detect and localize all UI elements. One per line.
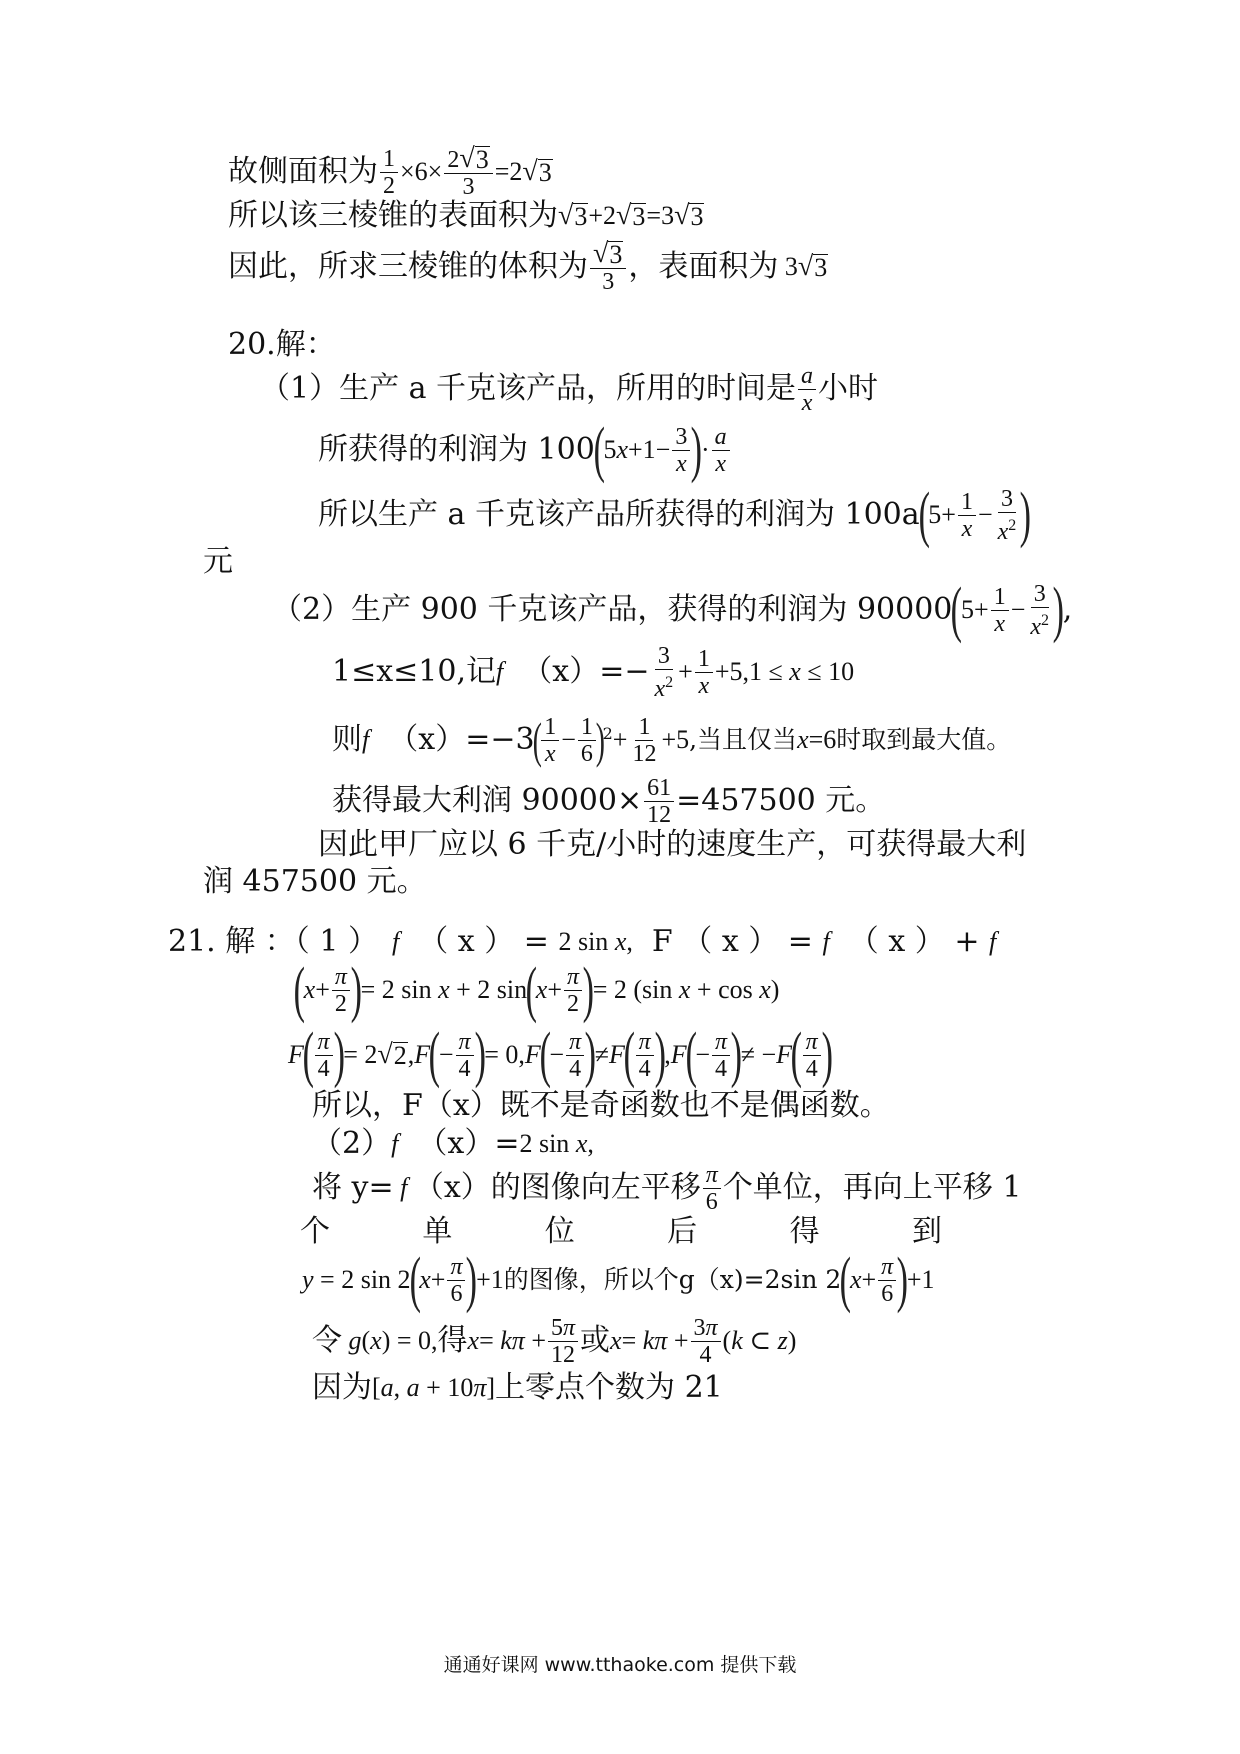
line-21-so: 所以，F（x）既不是奇函数也不是偶函数。 — [312, 1088, 890, 1123]
heading-20: 20.解： — [228, 327, 336, 362]
fraction: $\frac{1}{2}$ — [380, 146, 398, 199]
line-20-final-b: 润 457500 元。 — [203, 864, 427, 899]
line-surface-area: 所以该三棱锥的表面积为 √ 3 +2 √ 3 =3 √ 3 — [228, 198, 704, 233]
fraction: 2 √ 3 3 — [444, 145, 492, 200]
sqrt: √ 3 — [522, 156, 552, 187]
line-20-final-a: 因此甲厂应以 6 千克/小时的速度生产，可获得最大利 — [318, 827, 1027, 862]
line-lateral-area: 故侧面积为 $\frac{1}{2}$ ×6× 2 √ 3 3 =2 √ 3 — [228, 142, 552, 200]
line-20-yuan: 元 — [203, 544, 233, 579]
line-21-graph: y = 2 sin 2 ( x + $\frac{\pi}{6}$ ) +1 的图像，所以个g（x)=2sin 2 ( x + $\frac{\pi}{6}$ ) +1 — [302, 1246, 935, 1314]
line-20-domain: 1≤x≤10,记 f （x）=− $\frac{3}{x^2}$ + $\frac{1}{x}$ +5,1 ≤ x ≤ 10 — [332, 642, 855, 702]
line-20-q2: （2）生产 900 千克该产品，获得的利润为 90000 ( 5+ $\frac{1}{x}$ − $\frac{3}{x^2}$ ) , — [272, 576, 1073, 644]
line-21-q2: （2） f （x）= 2 sin x, — [312, 1126, 594, 1161]
line-20-max-profit: 获得最大利润 90000× $\frac{61}{12}$ =457500 元。 — [332, 774, 886, 828]
line-21-zeros: 令 g (x) = 0, 得 x = kπ + $\frac{5\pi}{12}$ 或 x = kπ + $\frac{3\pi}{4}$ (k ⊂ z) — [312, 1314, 797, 1368]
line-20-profit: 所获得的利润为 100 ( 5 x +1− $\frac{3}{x}$ ) · $\frac{a}{x}$ — [318, 420, 732, 480]
line-conclusion-19: 因此，所求三棱锥的体积为 √ 3 3 ，表面积为 3 √ 3 — [228, 237, 828, 295]
line-21-spread: 个 单 位 后 得 到 — [300, 1214, 942, 1249]
page-footer: 通通好课网 www.tthaoke.com 提供下载 — [443, 1654, 797, 1676]
line-20-q1: （1）生产 a 千克该产品，所用的时间是 $\frac{a}{x}$ 小时 — [260, 362, 879, 416]
line-21-because: 因为 [a, a + 10π] 上零点个数为 21 — [312, 1370, 723, 1405]
line-20-profit-total: 所以生产 a 千克该产品所获得的利润为 100a ( 5+ $\frac{1}{x}$ − $\frac{3}{x^2}$ ) — [318, 481, 1032, 549]
line-21-values: F ( $\frac{\pi}{4}$ ) = 2 √ 2 , F ( − $\frac{\pi}{4}$ ) = 0, F ( − $\frac{\pi}{4}$ ) ≠ F ( $\frac{\pi}{4}$ ) , F ( − $\frac{\pi}{4}$ ) ≠ − F ( $\frac{\pi}{4}$ ) — [288, 1021, 833, 1089]
line-21-heading: 21. 解 ：（ 1 ） f （ x ） = 2 sin x, F （ x ） = f （ x ） + f — [168, 924, 997, 959]
line-21-F: ( x + $\frac{\pi}{2}$ ) = 2 sin x + 2 sin ( x + $\frac{\pi}{2}$ ) = 2 (sin x + cos x) — [293, 956, 780, 1024]
line-20-then: 则 f （x）=−3 ( $\frac{1}{x}$ − $\frac{1}{6}$ ) 2 + $\frac{1}{12}$ +5 ,当且仅当 x =6 时取到最大值。 — [332, 712, 1012, 768]
line-21-shift: 将 y= f （x）的图像向左平移 $\frac{\pi}{6}$ 个单位，再向上平移 1 — [312, 1161, 1022, 1215]
